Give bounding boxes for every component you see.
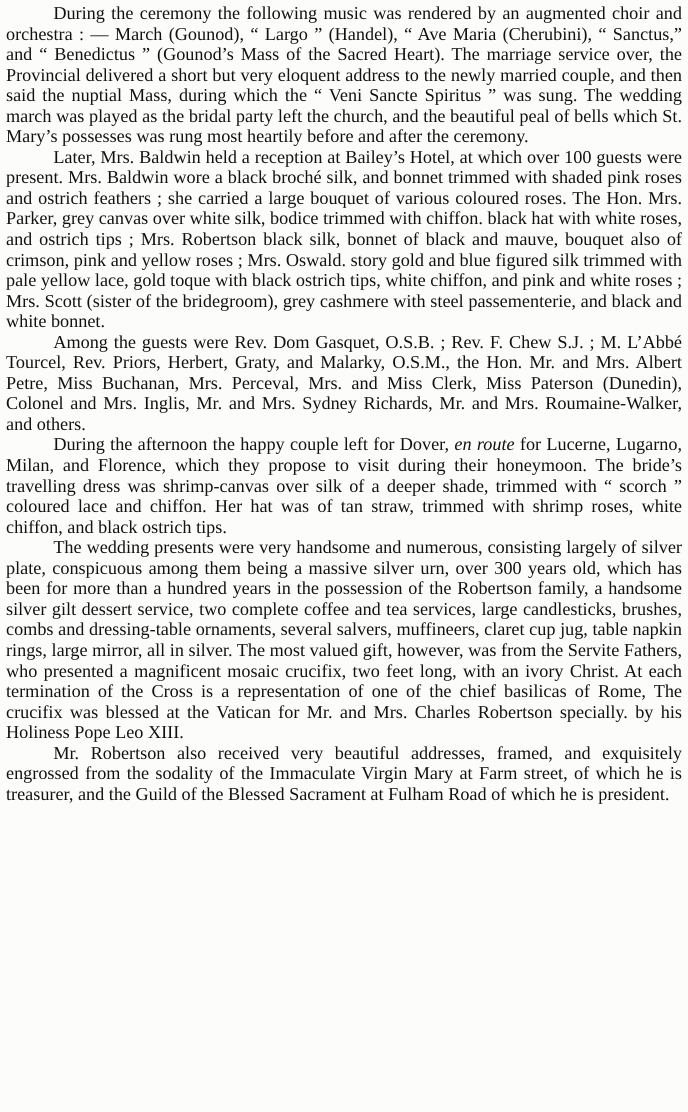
honeymoon-text-italic: en route — [454, 434, 515, 455]
article-column — [6, 3, 682, 804]
paragraph-guests: Among the guests were Rev. Dom Gasquet, O.S.B. ; Rev. F. Chew S.J. ; M. L’Abbé Tourcel, Rev. Priors, Herbert, Graty, and Malarky, O.S.M., the Hon. Mr. and Mrs. Albert Petre, Miss Buchanan, Mrs. Perceval, Mrs. and Miss Clerk, Miss Paterson (Dunedin), Colonel and Mrs. Inglis, Mr. and Mrs. Sydney Richards, Mr. and Mrs. Roumaine-Walker, and others. — [6, 331, 682, 434]
paragraph-ceremony-music: During the ceremony the following music was rendered by an augmented choir and orchestra : — March (Gounod), “ Largo ” (Handel), “ Ave Maria (Cherubini), “ Sanctus,” and “ Benedictus ” (Gounod’s Mass of the Sacred Heart). The marriage service over, the Provincial delivered a short but very eloquent address to the newly married couple, and then said the nuptial Mass, during which the “ Veni Sancte Spiritus ” was sung. The wedding march was played as the bridal party left the church, and the beautiful peal of bells which St. Mary’s possesses was rung most heartily before and after the ceremony. — [6, 3, 682, 147]
paragraph-honeymoon — [6, 434, 682, 537]
paragraph-wedding-presents: The wedding presents were very handsome and numerous, consisting largely of silver plate, conspicuous among them being a massive silver urn, over 300 years old, which has been for more than a hundred years in the possession of the Robertson family, a handsome silver gilt dessert service, two complete coffee and tea services, large candlesticks, brushes, combs and dressing-table ornaments, several salvers, muffineers, claret cup jug, table napkin rings, large mirror, all in silver. The most valued gift, however, was from the Servite Fathers, who presented a magnificent mosaic crucifix, two feet long, with an ivory Christ. At each termination of the Cross is a representation of one of the chief basilicas of Rome, The crucifix was blessed at the Vatican for Mr. and Mrs. Charles Robertson specially. by his Holiness Pope Leo XIII. — [6, 537, 682, 743]
paragraph-addresses: Mr. Robertson also received very beautiful addresses, framed, and exquisitely engrossed from the sodality of the Immaculate Virgin Mary at Farm street, of which he is treasurer, and the Guild of the Blessed Sacrament at Fulham Road of which he is president. — [6, 742, 682, 804]
paragraph-reception: Later, Mrs. Baldwin held a reception at Bailey’s Hotel, at which over 100 guests were present. Mrs. Baldwin wore a black broché silk, and bonnet trimmed with shaded pink roses and ostrich feathers ; she carried a large bouquet of various coloured roses. The Hon. Mrs. Parker, grey canvas over white silk, bodice trimmed with chiffon. black hat with white roses, and ostrich tips ; Mrs. Robertson black silk, bonnet of black and mauve, bouquet also of crimson, pink and yellow roses ; Mrs. Oswald. story gold and blue figured silk trimmed with pale yellow lace, gold toque with black ostrich tips, white chiffon, and pink and white roses ; Mrs. Scott (sister of the bridegroom), grey cashmere with steel passementerie, and black and white bonnet. — [6, 146, 682, 332]
honeymoon-text-before: During the afternoon the happy couple left for Dover, — [53, 434, 455, 455]
honeymoon-text-after: for Lucerne, Lugarno, Milan, and Florence, which they propose to visit during their honeymoon. The bride’s travelling dress was shrimp-canvas over silk of a deeper shade, trimmed with “ scorch ” coloured lace and chiffon. Her hat was of tan straw, trimmed with shrimp roses, white chiffon, and black ostrich tips. — [6, 434, 682, 537]
